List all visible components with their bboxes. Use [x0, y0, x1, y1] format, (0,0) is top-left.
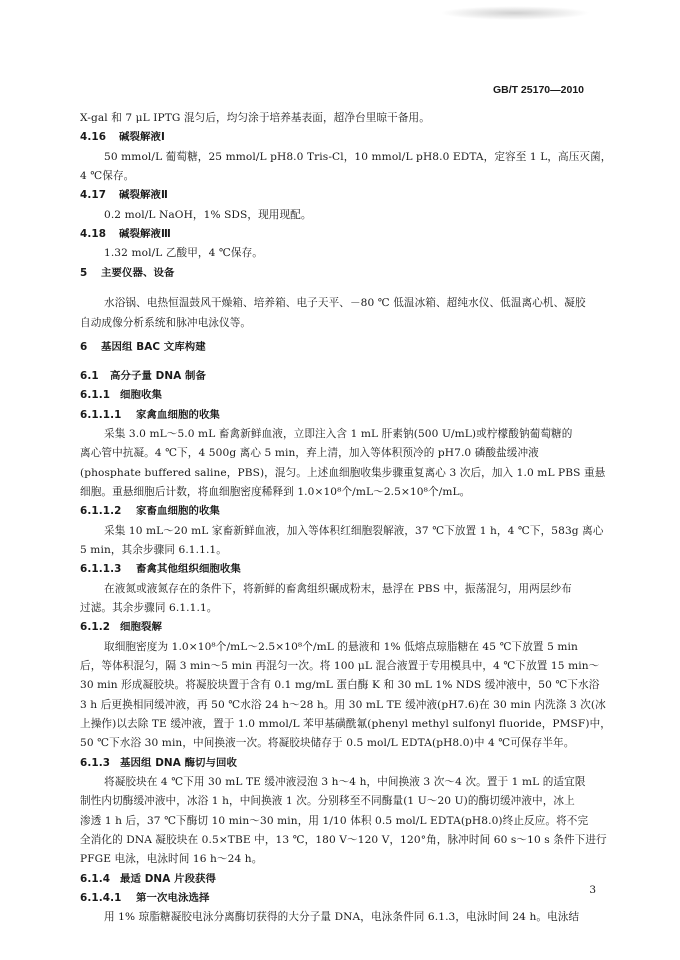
body-text-line: 采集 3.0 mL～5.0 mL 畜禽新鲜血液，立即注入含 1 mL 肝素钠(500 U/mL)或柠檬酸钠葡萄糖的 — [104, 428, 573, 440]
section-heading — [80, 369, 206, 383]
body-text-line: 后，等体积混匀，隔 3 min～5 min 再混匀一次。将 100 μL 混合液置于专用模具中，4 ℃下放置 15 min～ — [80, 660, 600, 672]
section-number: 4.18 — [80, 228, 107, 240]
section-heading — [80, 188, 168, 202]
body-text-line: 上操作)以去除 TE 缓冲液，置于 1.0 mmol/L 苯甲基磺酰氟(phenyl methyl sulfonyl fluoride，PMSF)中， — [80, 718, 611, 730]
standard-code: GB/T 25170—2010 — [492, 84, 584, 96]
body-text-line: 取细胞密度为 1.0×10⁸个/mL～2.5×10⁸个/mL 的悬液和 1% 低熔点琼脂糖在 45 ℃下放置 5 min — [104, 641, 578, 653]
section-heading — [80, 227, 171, 241]
section-number: 6 — [80, 341, 88, 353]
body-text-line: 用 1% 琼脂糖凝胶电泳分离酶切获得的大分子量 DNA，电泳条件同 6.1.3，电泳时间 24 h。电泳结 — [104, 911, 580, 923]
section-number: 6.1.1.3 — [80, 563, 122, 575]
body-text-line: 1.32 mol/L 乙酸甲，4 ℃保存。 — [104, 247, 263, 259]
body-text-line: 自动成像分析系统和脉冲电泳仪等。 — [80, 317, 252, 329]
section-number: 6.1.1.1 — [80, 409, 122, 421]
body-text-line: 0.2 mol/L NaOH，1% SDS，现用现配。 — [104, 209, 312, 221]
section-heading — [80, 388, 162, 402]
body-text-line: 全消化的 DNA 凝胶块在 0.5×TBE 中，13 ℃，180 V～120 V，120°角，脉冲时间 60 s～10 s 条件下进行 — [80, 834, 607, 846]
section-title: 家禽血细胞的收集 — [136, 409, 220, 421]
body-text-line: 渗透 1 h 后，37 ℃下酶切 10 min～30 min，用 1/10 体积 0.5 mol/L EDTA(pH8.0)终止反应。将不完 — [80, 815, 589, 827]
body-text-line: 细胞。重悬细胞后计数，将血细胞密度稀释到 1.0×10⁸个/mL～2.5×10⁸个/mL。 — [80, 486, 471, 498]
section-number: 6.1.1 — [80, 389, 111, 401]
section-number: 4.17 — [80, 189, 107, 201]
section-heading — [80, 872, 216, 886]
body-text-line: 在液氮或液氮存在的条件下，将新鲜的畜禽组织碾成粉末，悬浮在 PBS 中，振荡混匀，用两层纱布 — [104, 583, 572, 595]
section-number: 6.1.1.2 — [80, 505, 122, 517]
section-title: 畜禽其他组织细胞收集 — [136, 563, 241, 575]
section-heading — [80, 620, 162, 634]
section-title: 主要仪器、设备 — [101, 267, 175, 279]
body-text-line: 将凝胶块在 4 ℃下用 30 mL TE 缓冲液浸泡 3 h～4 h，中间换液 3 次～4 次。置于 1 mL 的适宜限 — [104, 776, 586, 788]
section-heading — [80, 130, 165, 144]
body-text-line: 5 min，其余步骤同 6.1.1.1。 — [80, 544, 227, 556]
body-text-line: 4 ℃保存。 — [80, 170, 135, 182]
section-heading — [80, 408, 220, 422]
section-heading — [80, 756, 237, 770]
section-title: 基因组 BAC 文库构建 — [101, 341, 206, 353]
body-text-line: 30 min 形成凝胶块。将凝胶块置于含有 0.1 mg/mL 蛋白酶 K 和 30 mL 1% NDS 缓冲液中，50 ℃下水浴 — [80, 679, 600, 691]
body-text-line: 离心管中抗凝。4 ℃下，4 500g 离心 5 min，弃上清，加入等体积预冷的 pH7.0 磷酸盐缓冲液 — [80, 447, 539, 459]
section-title: 高分子量 DNA 制备 — [110, 370, 207, 382]
section-title: 碱裂解液Ⅲ — [119, 228, 171, 240]
section-title: 细胞收集 — [120, 389, 162, 401]
body-text-line: 制性内切酶缓冲液中，冰浴 1 h，中间换液 1 次。分别移至不同酶量(1 U～20 U)的酶切缓冲液中，冰上 — [80, 795, 575, 807]
section-title: 碱裂解液Ⅰ — [119, 131, 165, 143]
section-number: 6.1.3 — [80, 757, 111, 769]
section-heading — [80, 504, 220, 518]
body-text-line: 采集 10 mL～20 mL 家畜新鲜血液，加入等体积红细胞裂解液，37 ℃下放置 1 h，4 ℃下，583g 离心 — [104, 525, 604, 537]
section-title: 基因组 DNA 酶切与回收 — [120, 757, 238, 769]
section-heading — [80, 891, 209, 905]
section-number: 6.1 — [80, 370, 99, 382]
scan-artifact — [440, 6, 590, 20]
section-title: 碱裂解液Ⅱ — [119, 189, 168, 201]
section-heading — [80, 266, 174, 280]
body-text-line: 水浴锅、电热恒温鼓风干燥箱、培养箱、电子天平、－80 ℃ 低温冰箱、超纯水仪、低温离心机、凝胶 — [104, 297, 586, 309]
section-title: 家畜血细胞的收集 — [136, 505, 220, 517]
body-text-line: 50 ℃下水浴 30 min，中间换液一次。将凝胶块储存于 0.5 mol/L EDTA(pH8.0)中 4 ℃可保存半年。 — [80, 737, 575, 749]
body-text-line: (phosphate buffered saline，PBS)，混匀。上述血细胞收集步骤重复离心 3 次后，加入 1.0 mL PBS 重悬 — [80, 467, 606, 479]
page-number: 3 — [589, 884, 596, 896]
body-text-line: 3 h 后更换相同缓冲液，再 50 ℃水浴 24 h～28 h。用 30 mL TE 缓冲液(pH7.6)在 30 min 内洗涤 3 次(冰 — [80, 699, 606, 711]
section-number: 6.1.2 — [80, 621, 111, 633]
body-text-line: 过滤。其余步骤同 6.1.1.1。 — [80, 602, 218, 614]
section-number: 5 — [80, 267, 88, 279]
section-heading — [80, 340, 206, 354]
body-text-line: PFGE 电泳，电泳时间 16 h～24 h。 — [80, 853, 263, 865]
section-number: 4.16 — [80, 131, 107, 143]
section-number: 6.1.4.1 — [80, 892, 122, 904]
body-text-line: X-gal 和 7 μL IPTG 混匀后，均匀涂于培养基表面，超净台里晾干备用。 — [80, 112, 430, 124]
section-heading — [80, 562, 241, 576]
body-text-line: 50 mmol/L 葡萄糖，25 mmol/L pH8.0 Tris-Cl，10 mmol/L pH8.0 EDTA，定容至 1 L，高压灭菌， — [104, 151, 612, 163]
section-number: 6.1.4 — [80, 873, 111, 885]
section-title: 第一次电泳选择 — [136, 892, 210, 904]
section-title: 最适 DNA 片段获得 — [120, 873, 217, 885]
section-title: 细胞裂解 — [120, 621, 162, 633]
